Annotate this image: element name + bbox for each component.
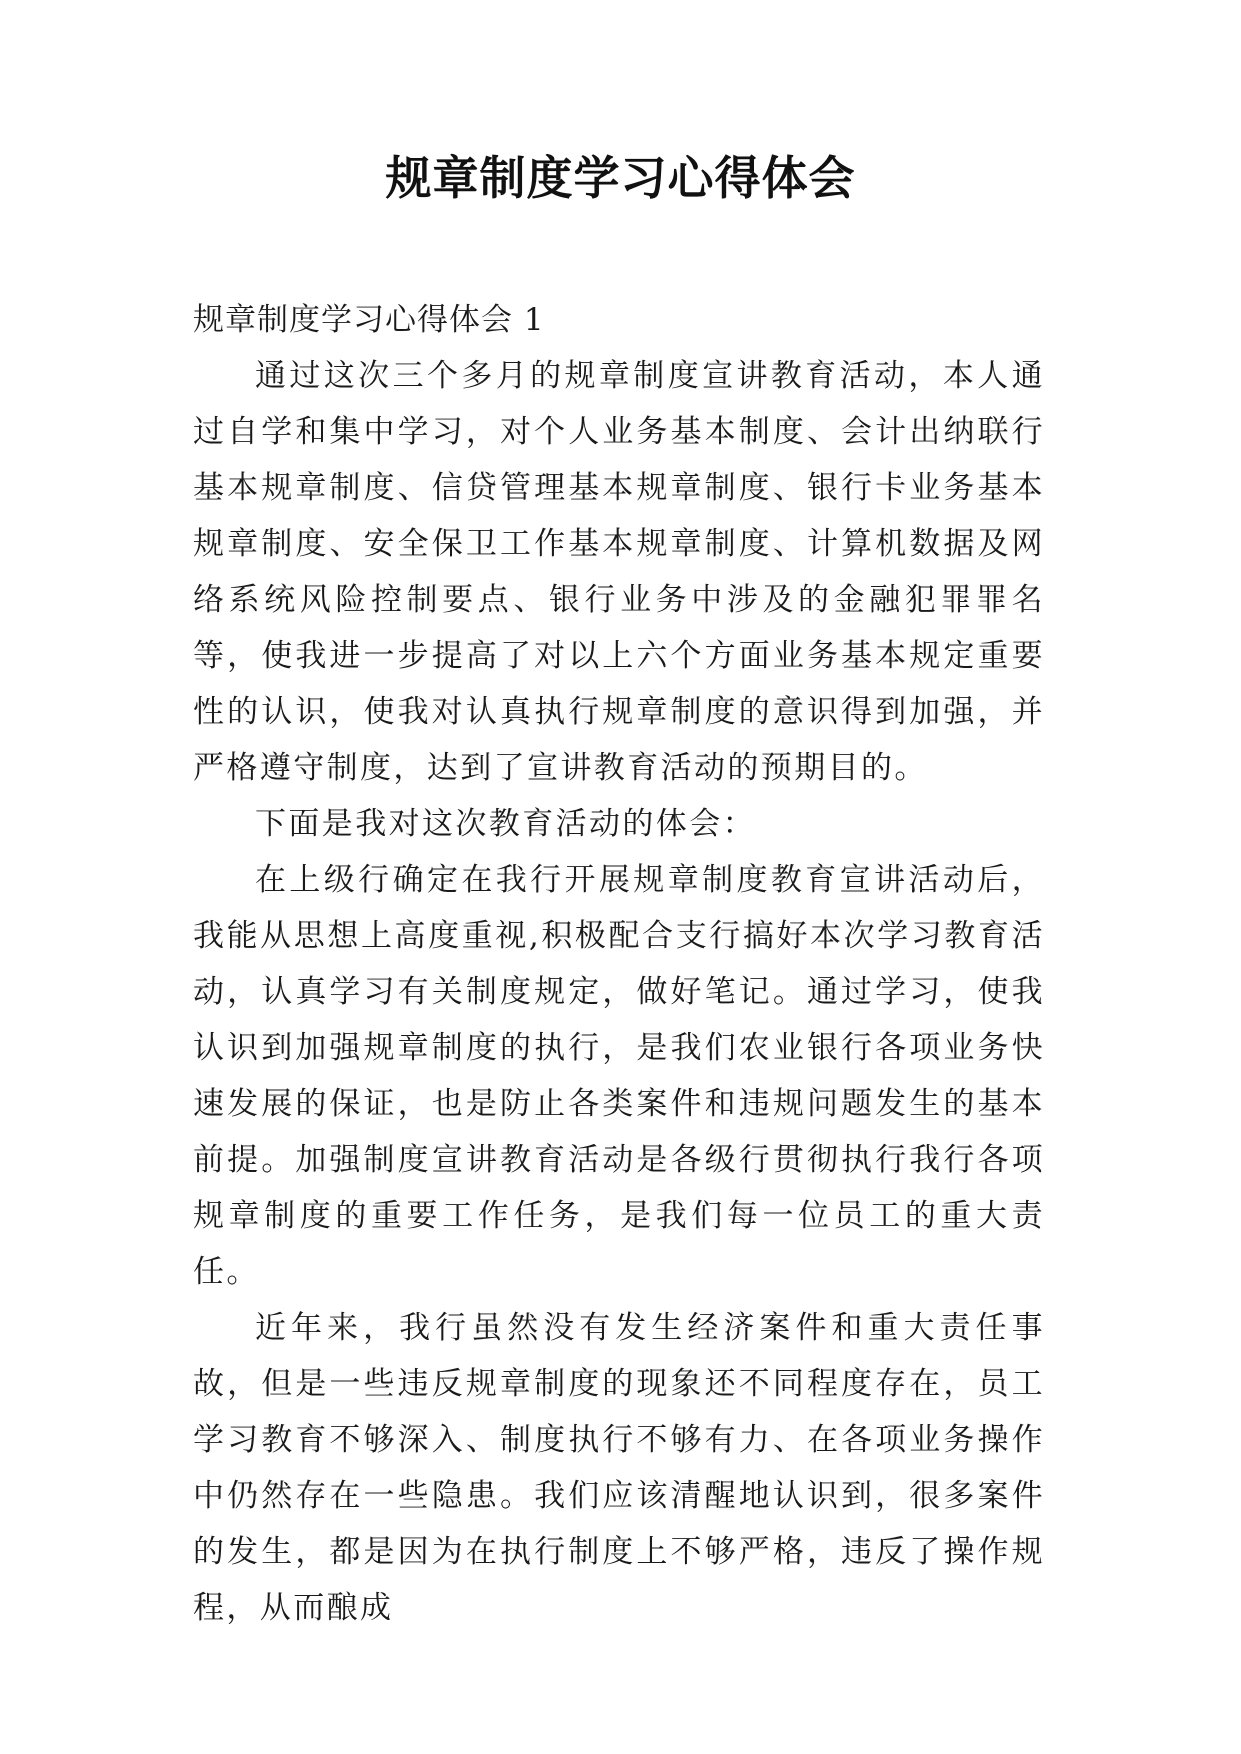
paragraph-study: 在上级行确定在我行开展规章制度教育宣讲活动后，我能从思想上高度重视,积极配合支行搞好本次学习教育活动，认真学习有关制度规定，做好笔记。通过学习，使我认识到加强规章制度的执行，是我们农业银行各项业务快速发展的保证，也是防止各类案件和违规问题发生的基本前提。加强制度宣讲教育活动是各级行贯彻执行我行各项规章制度的重要工作任务，是我们每一位员工的重大责任。 (193, 862, 1045, 1290)
document-body (193, 292, 1045, 1636)
paragraph-lead-in: 下面是我对这次教育活动的体会： (255, 806, 756, 842)
paragraph-recent-years: 近年来，我行虽然没有发生经济案件和重大责任事故，但是一些违反规章制度的现象还不同程度存在，员工学习教育不够深入、制度执行不够有力、在各项业务操作中仍然存在一些隐患。我们应该清醒地认识到，很多案件的发生，都是因为在执行制度上不够严格，违反了操作规程，从而酿成 (193, 1310, 1045, 1626)
document-title: 规章制度学习心得体会 (385, 151, 856, 205)
paragraph-intro: 通过这次三个多月的规章制度宣讲教育活动，本人通过自学和集中学习，对个人业务基本制度、会计出纳联行基本规章制度、信贷管理基本规章制度、银行卡业务基本规章制度、安全保卫工作基本规章制度、计算机数据及网络系统风险控制要点、银行业务中涉及的金融犯罪罪名等，使我进一步提高了对以上六个方面业务基本规定重要性的认识，使我对认真执行规章制度的意识得到加强，并严格遵守制度，达到了宣讲教育活动的预期目的。 (193, 358, 1045, 786)
section-heading: 规章制度学习心得体会 1 (193, 302, 545, 338)
